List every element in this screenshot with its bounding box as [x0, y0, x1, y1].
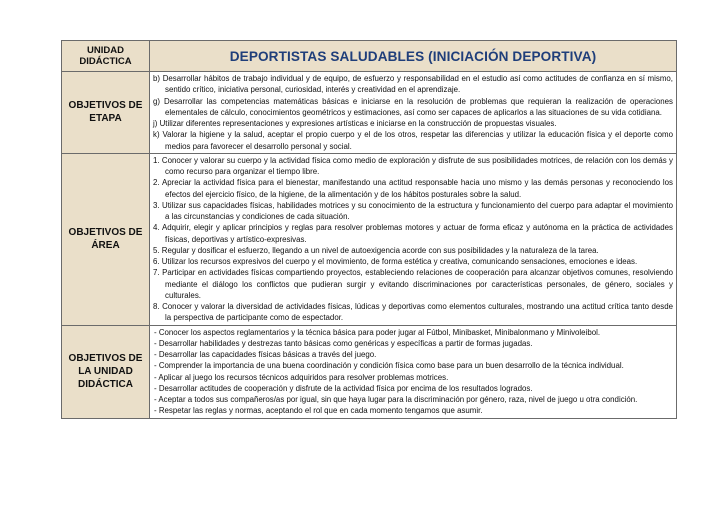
list-item: - Desarrollar las capacidades físicas básicas a través del juego.	[154, 350, 377, 359]
list-item: 7. Participar en actividades físicas compartiendo proyectos, estableciendo relaciones de cooperación para alcanzar objetivos comunes, resolviendo mediante el diálogo los conflictos que pudieran surgir y evitando discriminaciones por características personales, de género, sociales y culturales.	[153, 268, 673, 300]
stage-objectives-row	[62, 72, 677, 154]
area-objectives-list	[150, 153, 677, 325]
unit-objectives-label: OBJETIVOS DE LA UNIDAD DIDÁCTICA	[68, 353, 143, 390]
list-item: g) Desarrollar las competencias matemáticas básicas e iniciarse en la resolución de problemas que requieran la realización de operaciones elementales de cálculo, conocimientos geométricos y estimaciones, así como ser capaces de aplicarlos a las situaciones de su vida cotidiana.	[153, 96, 673, 117]
area-objectives-label: OBJETIVOS DE ÁREA	[68, 227, 143, 252]
stage-objectives-list	[150, 72, 677, 154]
list-item: - Desarrollar actitudes de cooperación y disfrute de la actividad física por encima de los resultados logrados.	[154, 383, 533, 393]
list-item: - Conocer los aspectos reglamentarios y la técnica básica para poder jugar al Fútbol, Minibasket, Minibalonmano y Minivoleibol.	[154, 327, 601, 337]
list-item: 1. Conocer y valorar su cuerpo y la actividad física como medio de exploración y disfrute de sus posibilidades motrices, de relación con los demás y como recurso para organizar el tiempo libre.	[153, 155, 673, 176]
list-item: k) Valorar la higiene y la salud, aceptar el propio cuerpo y el de los otros, respetar las diferencias y utilizar la educación física y el deporte como medios para favorecer el desarrollo personal y social.	[153, 130, 673, 151]
list-item: 5. Regular y dosificar el esfuerzo, llegando a un nivel de autoexigencia acorde con sus posibilidades y la naturaleza de la tarea.	[153, 245, 599, 255]
stage-objectives-label-cell	[62, 72, 150, 154]
area-objectives-row	[62, 153, 677, 325]
unit-label-cell	[62, 41, 150, 72]
list-item: - Respetar las reglas y normas, aceptando el rol que en cada momento tengamos que asumir.	[154, 406, 483, 416]
header-row	[62, 41, 677, 72]
unit-objectives-row	[62, 325, 677, 418]
list-item: 8. Conocer y valorar la diversidad de actividades físicas, lúdicas y deportivas como elementos culturales, mostrando una actitud crítica tanto desde la perspectiva de participante como de espectador.	[153, 302, 673, 323]
unit-objectives-list	[150, 325, 677, 418]
list-item: - Aplicar al juego los recursos técnicos adquiridos para resolver problemas motrices.	[154, 372, 449, 382]
list-item: j) Utilizar diferentes representaciones y expresiones artísticas e iniciarse en la construcción de propuestas visuales.	[153, 119, 557, 128]
list-item: 4. Adquirir, elegir y aplicar principios y reglas para resolver problemas motores y actuar de forma eficaz y autónoma en la práctica de actividades físicas, deportivas y artístico-expresivas.	[153, 223, 673, 244]
unit-title: DEPORTISTAS SALUDABLES (INICIACIÓN DEPORTIVA)	[229, 48, 597, 64]
unit-objectives-label-cell	[62, 325, 150, 418]
list-item: - Aceptar a todos sus compañeros/as por igual, sin que haya lugar para la discriminación por género, raza, nivel de juego u otra condición.	[154, 395, 638, 404]
stage-objectives-label: OBJETIVOS DE ETAPA	[68, 100, 143, 125]
list-item: 3. Utilizar sus capacidades físicas, habilidades motrices y su conocimiento de la estructura y funcionamiento del cuerpo para adaptar el movimiento a las circunstancias y condiciones de cada situación.	[153, 200, 673, 221]
objectives-table	[61, 40, 677, 419]
list-item: 6. Utilizar los recursos expresivos del cuerpo y el movimiento, de forma estética y creativa, comunicando sensaciones, emociones e ideas.	[153, 257, 638, 266]
unit-title-cell	[150, 41, 677, 72]
area-objectives-label-cell	[62, 153, 150, 325]
list-item: 2. Apreciar la actividad física para el bienestar, manifestando una actitud responsable hacia uno mismo y las demás personas y reconociendo los efectos del ejercicio físico, de la higiene, de la alimentación y de los hábitos posturales sobre la salud.	[153, 178, 673, 199]
list-item: b) Desarrollar hábitos de trabajo individual y de equipo, de esfuerzo y responsabilidad en el estudio así como actitudes de confianza en sí mismo, sentido crítico, iniciativa personal, curiosidad, interés y creatividad en el aprendizaje.	[153, 74, 673, 95]
unit-label: UNIDAD DIDÁCTICA	[79, 45, 132, 67]
list-item: - Desarrollar habilidades y destrezas tanto básicas como genéricas y específicas a partir de formas jugadas.	[154, 338, 533, 348]
list-item: - Comprender la importancia de una buena coordinación y condición física como base para un buen desarrollo de la técnica individual.	[154, 361, 624, 371]
